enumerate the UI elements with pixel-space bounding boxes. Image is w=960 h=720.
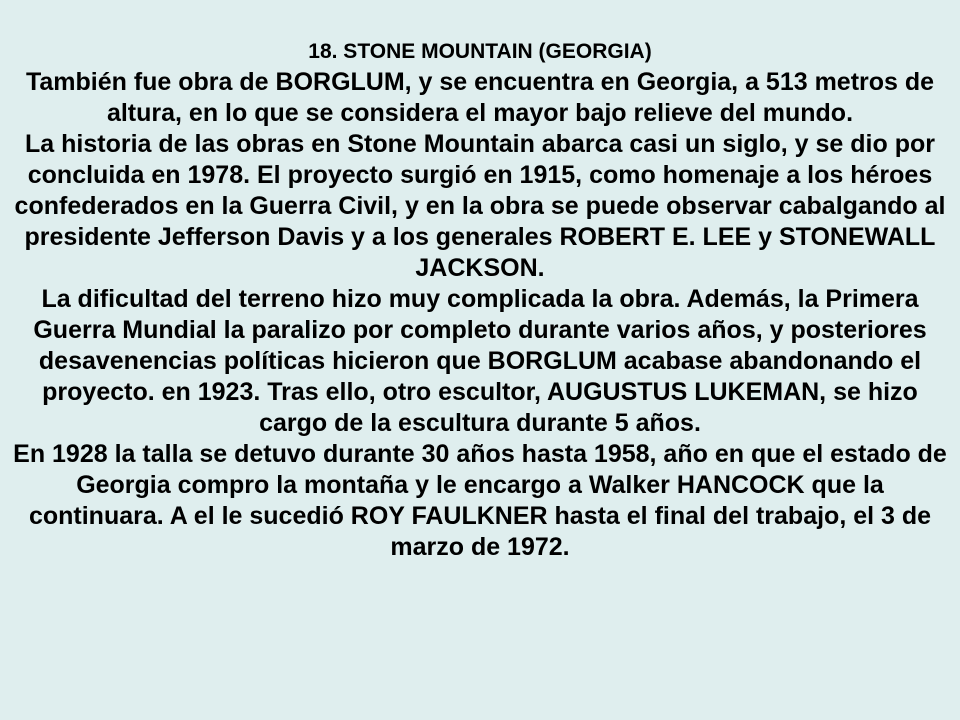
slide-title: 18. STONE MOUNTAIN (GEORGIA) bbox=[308, 40, 652, 63]
paragraph-intro: También fue obra de BORGLUM, y se encuentra en Georgia, a 513 metros de altura, en lo que se considera el mayor bajo relieve del mundo. bbox=[25, 68, 935, 127]
paragraph-history: La historia de las obras en Stone Mountain abarca casi un siglo, y se dio por concluida en 1978. El proyecto surgió en 1915, como homenaje a los héroes confederados en la Guerra Civil, y en la obra se puede observar cabalgando al presidente Jefferson Davis y a los generales ROBERT E. LEE y STONEWALL JACKSON. bbox=[14, 130, 946, 282]
slide-text-block bbox=[10, 36, 950, 563]
paragraph-difficulty: La dificultad del terreno hizo muy complicada la obra. Además, la Primera Guerra Mundial la paralizo por completo durante varios años, y posteriores desavenencias políticas hicieron que BORGLUM acabase abandonando el proyecto. en 1923. Tras ello, otro escultor, AUGUSTUS LUKEMAN, se hizo cargo de la escultura durante 5 años. bbox=[33, 285, 927, 437]
paragraph-completion: En 1928 la talla se detuvo durante 30 años hasta 1958, año en que el estado de Georgia compro la montaña y le encargo a Walker HANCOCK que la continuara. A el le sucedió ROY FAULKNER hasta el final del trabajo, el 3 de marzo de 1972. bbox=[13, 440, 947, 561]
